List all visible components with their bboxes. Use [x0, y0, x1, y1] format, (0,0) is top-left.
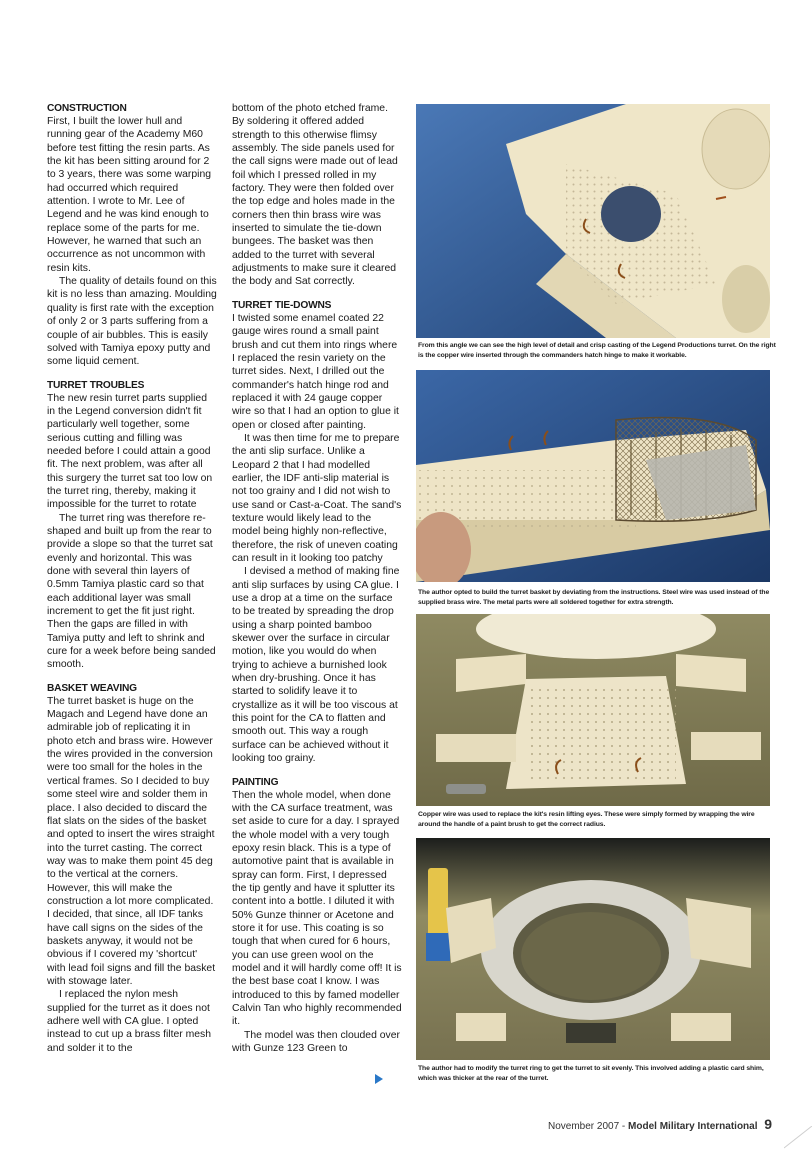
paragraph: The turret basket is huge on the Magach and Legend have done an admirable job of replicating it in photo etch and brass wire. However the wires provided in the conversion were too small for the holes in the vertical frames. So I decided to buy some steel wire and solder them in place. I also decided to discard the flat slats on the sides of the basket and opted to insert the wires straight into the turret casting. The correct way was to make them point 45 deg to the vertical at the corners. However, this will make the construction a lot more complicated. I decided, that since, all IDF tanks have call signs on the sides of the baskets anyway, it would not be obvious if I covered my 'shortcut' with lead foil signs and fill the basket with stowage later. [47, 695, 216, 987]
photo-caption: The author opted to build the turret basket by deviating from the instructions. Steel wire was used instead of the supplied brass wire. The metal parts were all soldered together for extra strength. [418, 589, 770, 606]
paragraph: First, I built the lower hull and running gear of the Academy M60 before test fitting the resin parts. As the kit has been sitting around for 2 to 3 years, there was some warping had occurred which required attention. I wrote to Mr. Lee of Legend and he was kind enough to replace some of the parts for me. However, he warned that such an occurrence as not uncommon with resin kits. [47, 116, 212, 274]
paragraph: I twisted some enamel coated 22 gauge wires round a small paint brush and cut them into rings where I replaced the resin variety on the turret sides. Next, I drilled out the commander's hatch hinge rod and replaced it with 24 gauge copper wire so that I had an option to glue it open or closed after painting. [232, 312, 399, 431]
continue-arrow-icon [375, 1074, 383, 1084]
heading-turret-troubles: TURRET TROUBLES [47, 379, 145, 391]
paragraph: The new resin turret parts supplied in the Legend conversion didn't fit particularly well together, some serious cutting and filling was needed before I could attain a good fit. The next problem, was after all this surgery the turret sat too low on the turret ring, thereby, making it impossible for the turret to rotate [47, 392, 213, 511]
photo-caption: Copper wire was used to replace the kit's resin lifting eyes. These were simply formed by wrapping the wire around the handle of a paint brush to get the correct radius. [418, 811, 755, 828]
footer-separator: - [619, 1121, 629, 1132]
page-corner-decoration [784, 1126, 812, 1156]
paragraph-continued: bottom of the photo etched frame. By soldering it offered added strength to this otherwise flimsy assembly. The side panels used for the call signs were made out of lead foil which I pressed rolled in my factory. They were then folded over the top edge and holes made in the corners then thin brass wire was inserted to simulate the tie-down bungees. The basket was then added to the turret with several adjustments to make sure it cleared the body and Sat correctly. [232, 103, 398, 288]
magazine-title: Model Military International [628, 1121, 758, 1132]
photo-turret-basket [416, 370, 770, 582]
photo-caption: From this angle we can see the high level of detail and crisp casting of the Legend Productions turret. On the right is the copper wire inserted through the commanders hatch hinge to make it workable. [418, 342, 776, 359]
photo-turret-ring [416, 838, 770, 1060]
heading-basket-weaving: BASKET WEAVING [47, 682, 137, 694]
heading-construction: CONSTRUCTION [47, 103, 127, 114]
paragraph: Then the whole model, when done with the CA surface treatment, was set aside to cure for a day. I sprayed the whole model with a very tough epoxy resin black. This is a type of automotive paint that is available in spray can form. First, I depressed the tip gently and have it splutter its content into a bottle. I diluted it with 50% Gunze thinner or Acetone and store it for use. This coating is so tough that when cured for 6 hours, you can use green wool on the model and it will hardly come off! It is the best base coat I know. I was introduced to this by famed modeller Calvin Tan who highly recommended it. [232, 789, 402, 1028]
photo-turret-detail [416, 104, 770, 338]
paragraph: The quality of details found on this kit is no less than amazing. Moulding quality is first rate with the exception of only 2 or 3 parts suffering from a couple of air bubbles. This is easily solved with Tamiya epoxy putty and some liquid cement. [47, 276, 217, 368]
heading-turret-tie-downs: TURRET TIE-DOWNS [232, 299, 332, 311]
text-column-middle [232, 102, 402, 1055]
paragraph: The model was then clouded over with Gunze 123 Green to [232, 1029, 400, 1055]
paragraph: It was then time for me to prepare the anti slip surface. Unlike a Leopard 2 that I had modelled earlier, the IDF anti-slip material is not too grainy and I did not wish to use sand or Cast-a-Coat. The sand's texture would likely lead to the model being highly non-reflective, therefore, the risk of uneven coating can result in it looking too patchy [232, 432, 402, 564]
paragraph: I replaced the nylon mesh supplied for the turret as it does not adhere well with CA glue. I opted instead to cut up a brass filter mesh and solder it to the [47, 989, 212, 1054]
text-column-left [47, 102, 217, 1055]
paragraph: I devised a method of making fine anti slip surfaces by using CA glue. I use a drop at a time on the surface to be treated by spreading the drop using a sharp pointed bamboo skewer over the surface in circular motion, like you would do when trying to achieve a burnished look when dry-brushing. Once it has started to solidify leave it to crystallize as it will be too viscous at this point for the CA to flatten and smooth out. This way a rough surface can be achieved without it looking too grainy. [232, 566, 400, 765]
photo-caption: The author had to modify the turret ring to get the turret to sit evenly. This involved adding a plastic card shim, which was thicker at the rear of the turret. [418, 1065, 764, 1082]
issue-date: November 2007 [548, 1121, 620, 1132]
page-number: 9 [764, 1116, 773, 1132]
heading-painting: PAINTING [232, 776, 279, 788]
page-footer [548, 1116, 772, 1132]
paragraph: The turret ring was therefore re-shaped and built up from the rear to provide a slope so that the turret sat evenly and horizontal. This was done with several thin layers of 0.5mm Tamiya plastic card so that each additional layer was small increment to get the fit just right. Then the gaps are filled in with Tamiya putty and left to shrink and cure for a week before being sanded smooth. [47, 512, 216, 671]
photo-lifting-eyes [416, 614, 770, 806]
